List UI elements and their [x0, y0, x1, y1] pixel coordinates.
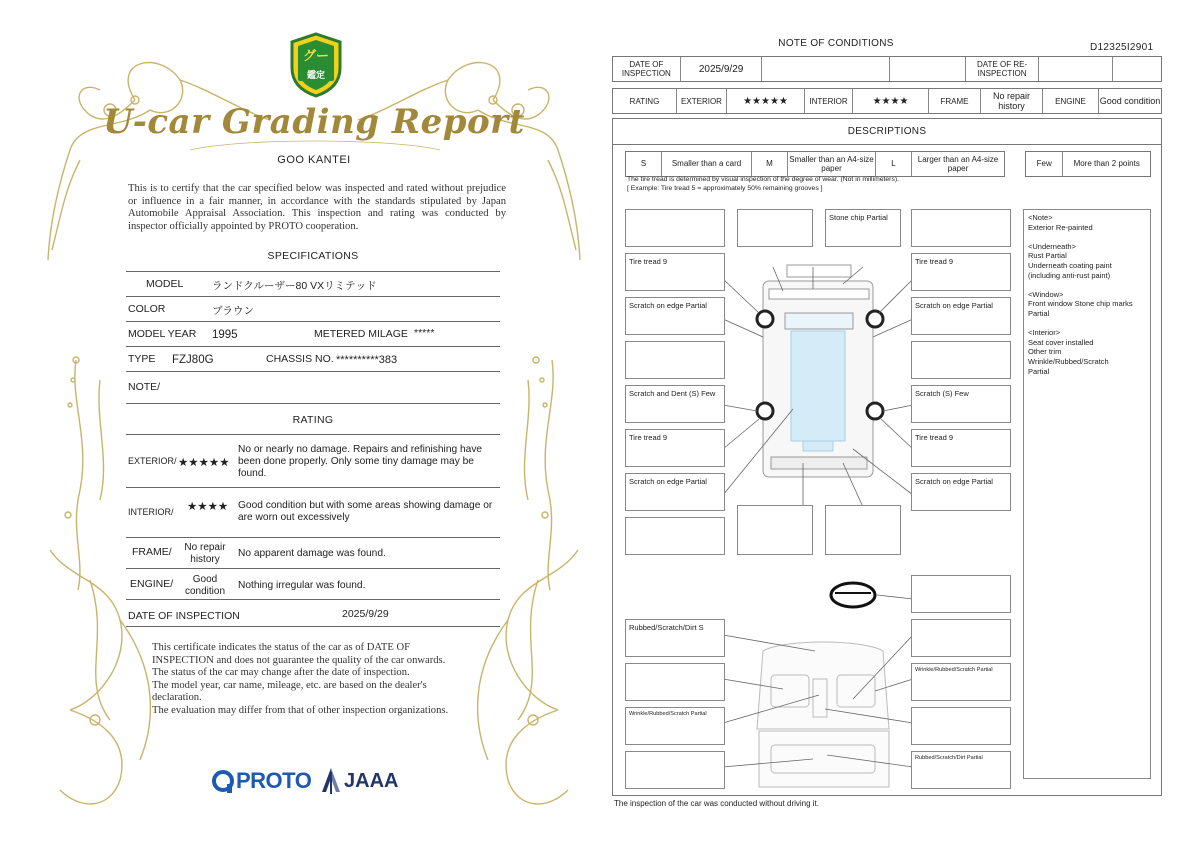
note-line: Seat cover installed [1028, 337, 1094, 347]
report-title: U-car Grading Report [103, 102, 525, 142]
divider [126, 626, 500, 627]
interior-label: INTERIOR/ [128, 507, 174, 517]
legend-l: L [876, 152, 912, 176]
type-label: TYPE [128, 353, 156, 365]
sheet-title: NOTE OF CONDITIONS [778, 38, 894, 49]
damage-box-right-scratch: Scratch (S) Few [911, 385, 1011, 423]
divider [126, 568, 500, 569]
damage-box [625, 663, 725, 701]
underneath-heading: <Underneath> [1028, 241, 1076, 251]
damage-box-left-rear-tire: Tire tread 9 [625, 429, 725, 467]
model-label: MODEL [146, 278, 184, 290]
damage-box-left-scratch-dent: Scratch and Dent (S) Few [625, 385, 725, 423]
damage-box [625, 751, 725, 789]
engine-value: Good condition [1099, 96, 1161, 106]
metered-milage-value: ***** [414, 327, 435, 339]
interior-seats [757, 642, 889, 787]
damage-box [737, 209, 813, 247]
note-line: Underneath coating paint [1028, 260, 1112, 270]
date-of-reinspection-label: DATE OF RE-INSPECTION [966, 57, 1040, 81]
frame-label: FRAME/ [132, 546, 172, 558]
inspection-date-table [612, 56, 1162, 82]
proto-logo-icon [212, 770, 234, 794]
exterior-label: EXTERIOR [677, 89, 727, 113]
note-line: Partial [1028, 366, 1050, 376]
engine-value: Good condition [184, 574, 226, 597]
divider [126, 537, 500, 538]
badge-label: 鑑定 [298, 68, 334, 81]
certificate-disclaimer [152, 642, 472, 717]
empty-cell [1039, 57, 1113, 81]
svg-text:グー: グー [302, 49, 330, 64]
empty-cell [890, 57, 966, 81]
sponsor-logos [212, 768, 412, 796]
note-line: Partial [1028, 308, 1050, 318]
engine-label: ENGINE [1043, 89, 1099, 113]
damage-box [911, 341, 1011, 379]
type-value: FZJ80G [172, 354, 214, 366]
note-label: NOTE/ [128, 381, 161, 393]
divider [126, 321, 500, 322]
damage-box [625, 209, 725, 247]
note-of-conditions-sheet [606, 30, 1166, 820]
rating-heading: RATING [292, 414, 334, 426]
exterior-stars: ★★★★★ [727, 89, 805, 113]
disclaimer-line: The status of the car may change after the date of inspection. [152, 667, 410, 678]
frame-value: No repair history [184, 542, 226, 565]
jaaa-logo-icon [320, 768, 342, 794]
damage-box-left-rear-scratch: Scratch on edge Partial [625, 473, 725, 511]
descriptions-heading: DESCRIPTIONS [613, 119, 1161, 145]
date-of-inspection-value: 2025/9/29 [681, 57, 763, 81]
damage-box-interior-dirt: Rubbed/Scratch/Dirt Partial [911, 751, 1011, 789]
interior-heading: <Interior> [1028, 328, 1061, 338]
legend-s-desc: Smaller than a card [662, 152, 752, 176]
exterior-label: EXTERIOR/ [128, 456, 177, 466]
note-line: Front window Stone chip marks [1028, 299, 1133, 309]
steering-wheel-icon [831, 583, 875, 607]
driving-disclaimer: The inspection of the car was conducted without driving it. [614, 799, 819, 808]
legend-more: More than 2 points [1073, 159, 1140, 169]
frame-label: FRAME [929, 89, 981, 113]
proto-logo-text: PROTO [236, 768, 312, 793]
empty-cell [1113, 57, 1161, 81]
inspection-date-label: DATE OF INSPECTION [128, 610, 240, 622]
damage-box-left-front-scratch: Scratch on edge Partial [625, 297, 725, 335]
damage-box [737, 505, 813, 555]
interior-label: INTERIOR [805, 89, 853, 113]
divider [126, 271, 500, 272]
goo-kantei-badge-icon [288, 32, 344, 98]
damage-box [625, 517, 725, 555]
inspection-notes [1023, 209, 1151, 779]
model-value: ランドクルーザー80 VXリミテッド [212, 280, 377, 292]
damage-box-right-front-tire: Tire tread 9 [911, 253, 1011, 291]
empty-cell [762, 57, 890, 81]
model-year-value: 1995 [212, 329, 238, 341]
damage-box-left-front-tire: Tire tread 9 [625, 253, 725, 291]
rating-label: RATING [613, 89, 677, 113]
model-year-label: MODEL YEAR [128, 328, 197, 340]
color-label: COLOR [128, 303, 166, 315]
exterior-stars: ★★★★★ [178, 457, 230, 469]
exterior-description-text: No or nearly no damage. Repairs and refinishing have been done properly. Only some tiny damage may be found. [238, 444, 483, 479]
exterior-description [238, 444, 498, 480]
sheet-code: D12325I2901 [1090, 42, 1154, 53]
engine-label: ENGINE/ [130, 578, 174, 590]
legend-few: Few [1026, 152, 1063, 176]
damage-box-right-rear-scratch: Scratch on edge Partial [911, 473, 1011, 511]
note-line: Exterior Re-painted [1028, 222, 1093, 232]
damage-box-right-front-scratch: Scratch on edge Partial [911, 297, 1011, 335]
divider [126, 599, 500, 600]
grading-certificate [40, 20, 588, 830]
damage-box-interior-wrinkle-left: Wrinkle/Rubbed/Scratch Partial [625, 707, 725, 745]
note-line: Other trim [1028, 347, 1062, 357]
window-heading: <Window> [1028, 289, 1064, 299]
damage-box-stone-chip: Stone chip Partial [825, 209, 901, 247]
damage-count-legend [1025, 151, 1151, 177]
damage-box [911, 209, 1011, 247]
engine-description: Nothing irregular was found. [238, 580, 366, 591]
damage-box [911, 707, 1011, 745]
damage-box-steering [911, 575, 1011, 613]
rating-table [612, 88, 1162, 114]
legend-m-desc: Smaller than an A4-size paper [788, 152, 876, 176]
note-line: Rust Partial [1028, 251, 1067, 261]
divider [126, 434, 500, 435]
interior-stars: ★★★★ [187, 501, 229, 513]
damage-box-interior-wrinkle-right: Wrinkle/Rubbed/Scratch Partial [911, 663, 1011, 701]
legend-s: S [626, 152, 662, 176]
damage-box [911, 619, 1011, 657]
divider [126, 487, 500, 488]
tire-note-line: The tire tread is determined by visual inspection of the degree of wear. (Not in millimeters). [627, 176, 899, 183]
damage-box-interior-rubbed: Rubbed/Scratch/Dirt S [625, 619, 725, 657]
disclaimer-line: The model year, car name, mileage, etc. are based on the dealer's declaration. [152, 679, 427, 703]
legend-m: M [752, 152, 788, 176]
divider [126, 296, 500, 297]
frame-description: No apparent damage was found. [238, 548, 386, 559]
chassis-label: CHASSIS NO. [266, 353, 334, 365]
interior-description: Good condition but with some areas showing damage or are worn out excessively [238, 500, 493, 523]
car-top-view [763, 265, 873, 477]
damage-box-right-rear-tire: Tire tread 9 [911, 429, 1011, 467]
disclaimer-line: The evaluation may differ from that of other inspection organizations. [152, 704, 449, 716]
note-line: (including anti-rust paint) [1028, 270, 1111, 280]
frame-value: No repair history [981, 89, 1043, 113]
damage-box [825, 505, 901, 555]
specifications-heading: SPECIFICATIONS [267, 250, 359, 262]
divider [126, 346, 500, 347]
note-line: Wrinkle/Rubbed/Scratch [1028, 356, 1109, 366]
divider [126, 371, 500, 372]
legend-l-desc: Larger than an A4-size paper [917, 154, 999, 173]
date-of-inspection-label: DATE OF INSPECTION [613, 57, 681, 81]
certification-text: This is to certify that the car specified below was inspected and rated without prejudice or influence in a fair manner, in accordance with the standards stipulated by Japan Automobile Appraisal Association. This inspection and rating was conducted by inspector officially appointed by PROTO cooperation. [128, 183, 506, 233]
report-subtitle: GOO KANTEI [277, 154, 351, 166]
metered-milage-label: METERED MILAGE [314, 328, 408, 340]
jaaa-logo-text: JAAA [344, 770, 399, 792]
inspection-date-value: 2025/9/29 [342, 608, 389, 620]
disclaimer-line: This certificate indicates the status of the car as of DATE OF INSPECTION and does not guarantee the quality of the car onwards. [152, 642, 446, 666]
interior-stars: ★★★★ [853, 89, 929, 113]
note-heading: <Note> [1028, 213, 1053, 222]
damage-box [625, 341, 725, 379]
tire-note-line: [ Example: Tire tread 5 = approximately 50% remaining grooves ] [627, 185, 823, 192]
color-value: ブラウン [212, 305, 254, 317]
descriptions-panel [612, 118, 1162, 796]
chassis-value: **********383 [336, 354, 398, 366]
divider [126, 403, 500, 404]
